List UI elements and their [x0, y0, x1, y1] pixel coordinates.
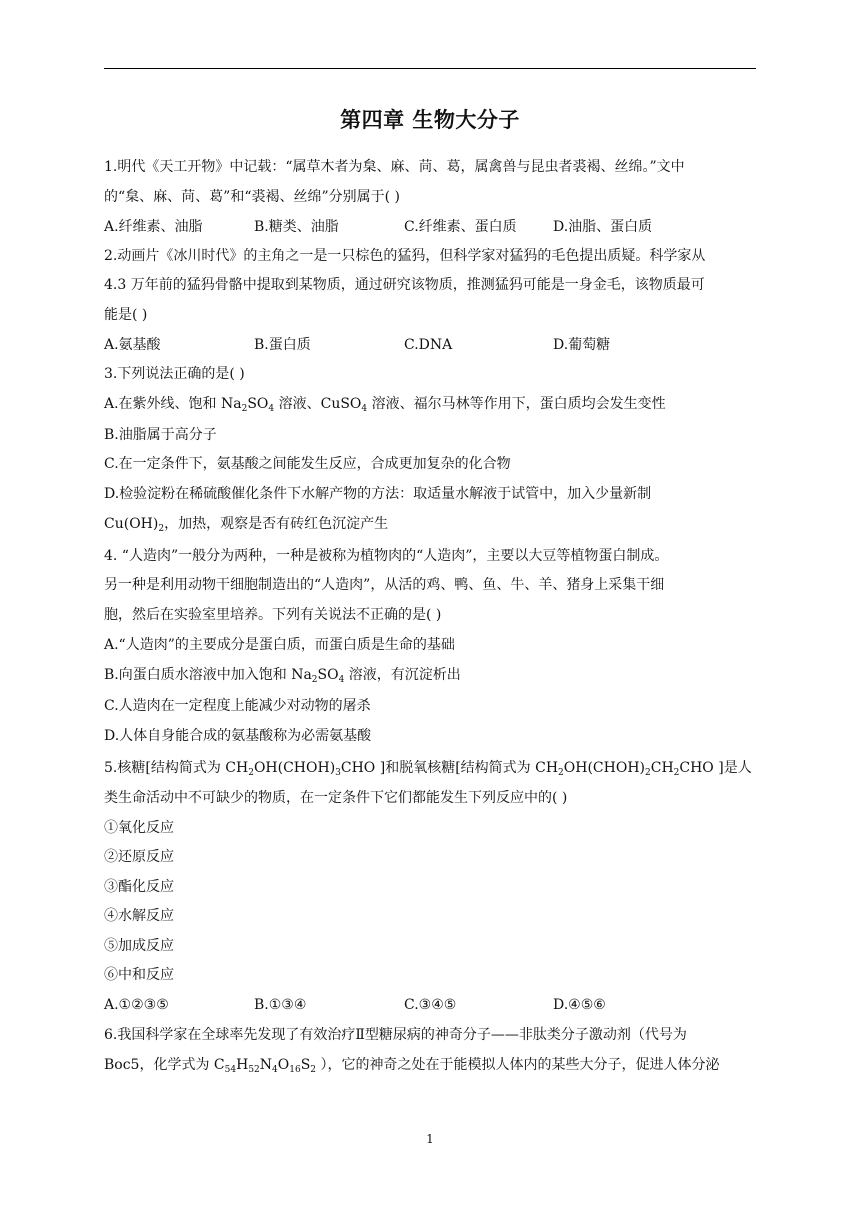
q5-item-1: ①氧化反应	[104, 820, 174, 836]
q6-stem-line-1: 6.我国科学家在全球率先发现了有效治疗Ⅱ型糖尿病的神奇分子——非肽类分子激动剂（代号为	[104, 1027, 687, 1043]
q3-a-text-1: A.在紫外线、饱和 Na	[104, 396, 242, 412]
header-rule	[104, 68, 756, 69]
q6-text-4: O	[277, 1057, 290, 1073]
q1-options	[104, 212, 756, 242]
q5-text-6: CHO ]是人	[679, 760, 752, 776]
q5-item-5: ⑤加成反应	[104, 938, 174, 954]
q3-a-text-2: SO	[247, 396, 269, 412]
q5-item-4: ④水解反应	[104, 908, 174, 924]
q2-option-c: C.DNA	[404, 337, 453, 353]
q5-text-5: CH	[650, 760, 674, 776]
q5-text-3: CHO ]和脱氧核糖[结构简式为 CH	[340, 760, 559, 776]
q3-stem: 3.下列说法正确的是( )	[104, 366, 245, 382]
q3-d-text-1: Cu(OH)	[104, 516, 159, 532]
q4-option-c: C.人造肉在一定程度上能减少对动物的屠杀	[104, 698, 371, 714]
q5-sub-2: 3	[335, 768, 341, 778]
q5-item-2: ②还原反应	[104, 849, 174, 865]
q4-option-d: D.人体自身能合成的氨基酸称为必需氨基酸	[104, 728, 372, 744]
q5-option-d: D.④⑤⑥	[553, 997, 606, 1013]
q6-text-1: Boc5，化学式为 C	[104, 1057, 225, 1073]
q6-text-3: N	[259, 1057, 273, 1073]
q6-sub-3: 4	[272, 1065, 278, 1075]
q6-text-6: ），它的神奇之处在于能模拟人体内的某些大分子，促进人体分泌	[316, 1057, 720, 1073]
q4-b-text-1: B.向蛋白质水溶液中加入饱和 Na	[104, 667, 312, 683]
q4-option-b	[104, 660, 461, 690]
q5-stem-line-1	[104, 753, 752, 783]
q4-b-sub-1: 2	[311, 675, 318, 685]
q5-item-6: ⑥中和反应	[104, 967, 174, 983]
q5-text-1: 5.核糖[结构简式为 CH	[104, 760, 249, 776]
q5-option-a: A.①②③⑤	[104, 997, 169, 1013]
q5-stem-line-2: 类生命活动中不可缺少的物质，在一定条件下它们都能发生下列反应中的( )	[104, 790, 568, 806]
q5-text-4: OH(CHOH)	[563, 760, 645, 776]
q5-sub-5: 2	[673, 768, 680, 778]
q6-sub-1: 54	[224, 1065, 237, 1075]
q6-text-2: H	[236, 1057, 249, 1073]
q5-sub-3: 2	[558, 768, 564, 778]
q1-option-c: C.纤维素、蛋白质	[404, 219, 517, 235]
q6-stem-line-2	[104, 1050, 719, 1080]
q5-option-c: C.③④⑤	[404, 997, 457, 1013]
q4-stem-line-3: 胞，然后在实验室里培养。下列有关说法不正确的是( )	[104, 607, 442, 623]
q3-option-d-line-2	[104, 509, 388, 539]
q3-a-text-4: 溶液、福尔马林等作用下，蛋白质均会发生变性	[367, 396, 666, 412]
q3-d-sub: 2	[158, 524, 165, 534]
q6-text-5: S	[300, 1057, 311, 1073]
q1-option-b: B.糖类、油脂	[254, 219, 339, 235]
q6-sub-4: 16	[289, 1065, 301, 1075]
q1-stem-line-2: 的“枲、麻、苘、葛”和“裘褐、丝绵”分别属于( )	[104, 189, 401, 205]
q3-option-d-line-1: D.检验淀粉在稀硫酸催化条件下水解产物的方法：取适量水解液于试管中，加入少量新制	[104, 486, 652, 502]
page-title: 第四章 生物大分子	[340, 108, 520, 132]
q3-option-c: C.在一定条件下，氨基酸之间能发生反应，合成更加复杂的化合物	[104, 456, 511, 472]
q3-a-sub-2: 4	[268, 404, 275, 414]
q1-option-d: D.油脂、蛋白质	[553, 219, 653, 235]
q1-option-a: A.纤维素、油脂	[104, 219, 203, 235]
q3-a-sub-3: 4	[361, 404, 368, 414]
q5-text-2: OH(CHOH)	[253, 760, 336, 776]
q2-option-d: D.葡萄糖	[553, 337, 611, 353]
page-number: 1	[426, 1132, 434, 1146]
q4-stem-line-2: 另一种是利用动物干细胞制造出的“人造肉”，从活的鸡、鸭、鱼、牛、羊、猪身上采集干细	[104, 577, 665, 593]
q2-stem-line-3: 能是( )	[104, 307, 148, 323]
q5-item-3: ③酯化反应	[104, 879, 174, 895]
q4-b-sub-2: 4	[338, 675, 345, 685]
q3-d-text-2: ，加热，观察是否有砖红色沉淀产生	[164, 516, 389, 532]
q4-b-text-2: SO	[317, 667, 339, 683]
q3-a-sub-1: 2	[241, 404, 248, 414]
q5-options	[104, 990, 756, 1020]
q2-stem-line-2: 4.3 万年前的猛犸骨骼中提取到某物质，通过研究该物质，推测猛犸可能是一身金毛，该物质最可	[104, 277, 705, 293]
q2-option-a: A.氨基酸	[104, 337, 161, 353]
q5-sub-4: 2	[645, 768, 651, 778]
q4-b-text-3: 溶液，有沉淀析出	[344, 667, 461, 683]
q3-option-a	[104, 389, 666, 419]
q3-option-b: B.油脂属于高分子	[104, 427, 217, 443]
q4-stem-line-1: 4. “人造肉”一般分为两种，一种是被称为植物肉的“人造肉”，主要以大豆等植物蛋白制成。	[104, 548, 669, 564]
q1-stem-line-1: 1.明代《天工开物》中记载：“属草木者为枲、麻、苘、葛，属禽兽与昆虫者裘褐、丝绵。”文中	[104, 159, 685, 175]
q5-option-b: B.①③④	[254, 997, 307, 1013]
q6-sub-2: 52	[248, 1065, 260, 1075]
q3-a-text-3: 溶液、CuSO	[274, 396, 362, 412]
q4-option-a: A.“人造肉”的主要成分是蛋白质，而蛋白质是生命的基础	[104, 637, 455, 653]
q2-option-b: B.蛋白质	[254, 337, 311, 353]
q2-options	[104, 330, 756, 360]
q5-sub-1: 2	[248, 768, 254, 778]
q6-sub-5: 2	[310, 1065, 317, 1075]
q2-stem-line-1: 2.动画片《冰川时代》的主角之一是一只棕色的猛犸，但科学家对猛犸的毛色提出质疑。科学家从	[104, 248, 706, 264]
